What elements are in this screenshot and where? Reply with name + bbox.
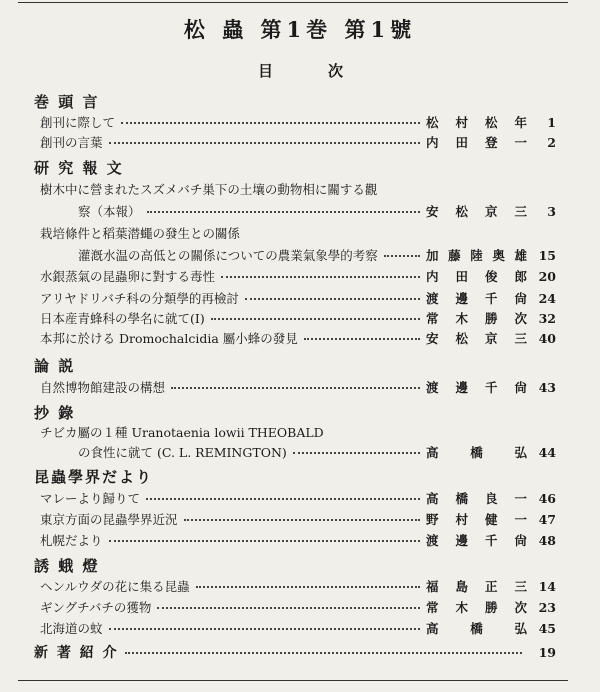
entry-page: 24 bbox=[538, 290, 556, 306]
toc-heading-char: 次 bbox=[328, 62, 344, 80]
entry-page: 46 bbox=[538, 490, 556, 506]
entry-title: 察（本報） bbox=[78, 204, 141, 219]
entry-title-line: 栽培條件と稻葉潜蠅の發生との關係 bbox=[40, 226, 241, 241]
section-heading: 昆蟲學界だより bbox=[34, 468, 154, 486]
entry-title: マレーより歸りて bbox=[40, 491, 141, 506]
entry-title-line: チビカ屬の１種 Uranotaenia lowii THEOBALD bbox=[40, 425, 324, 440]
entry-title-line: 樹木中に營まれたスズメバチ巣下の土壤の動物相に關する觀 bbox=[40, 182, 378, 197]
entry-page: 45 bbox=[538, 620, 556, 636]
entry-title: 創刊の言葉 bbox=[40, 135, 103, 150]
entry-page: 19 bbox=[538, 644, 556, 660]
toc-entry[interactable] bbox=[78, 202, 556, 220]
dot-leader bbox=[109, 539, 420, 542]
entry-author: 高橋弘 bbox=[426, 445, 528, 460]
entry-title: アリヤドリバチ科の分類學的再檢討 bbox=[40, 291, 239, 306]
entry-title: 創刊に際して bbox=[40, 115, 116, 130]
toc-entry[interactable] bbox=[40, 267, 556, 285]
entry-title: 自然博物館建設の構想 bbox=[40, 380, 166, 395]
entry-page: 47 bbox=[538, 511, 556, 527]
entry-author: 常木勝次 bbox=[426, 311, 528, 326]
entry-author: 高橋良一 bbox=[426, 491, 528, 506]
entry-page: 44 bbox=[538, 444, 556, 460]
dot-leader bbox=[121, 121, 420, 124]
journal-title: 松 蟲 第1巻 第1號 bbox=[183, 17, 417, 42]
dot-leader bbox=[184, 518, 420, 521]
entry-title: 札幌だより bbox=[40, 533, 103, 548]
toc-heading-char: 目 bbox=[258, 62, 274, 80]
toc-entry[interactable] bbox=[40, 329, 556, 347]
entry-title: ギングチバチの獲物 bbox=[40, 600, 152, 615]
entry-author: 加藤陸奥雄 bbox=[426, 248, 528, 263]
section-heading: 論 説 bbox=[34, 357, 76, 375]
dot-leader bbox=[147, 210, 420, 213]
entry-title: 日本産青蜂科の學名に就て(I) bbox=[40, 311, 205, 326]
toc-entry-new-books[interactable] bbox=[34, 643, 556, 661]
dot-leader bbox=[125, 651, 522, 654]
entry-page: 15 bbox=[538, 247, 556, 263]
dot-leader bbox=[384, 254, 420, 257]
toc-entry[interactable] bbox=[78, 246, 556, 264]
entry-page: 32 bbox=[538, 310, 556, 326]
entry-author: 内田俊郎 bbox=[426, 269, 528, 284]
entry-author: 内田登一 bbox=[426, 135, 528, 150]
entry-author: 野村健一 bbox=[426, 512, 528, 527]
dot-leader bbox=[304, 337, 420, 340]
entry-page: 48 bbox=[538, 532, 556, 548]
toc-entry[interactable] bbox=[40, 598, 556, 616]
entry-author: 福島正三 bbox=[426, 579, 528, 594]
entry-title: 灌漑水温の高低との關係についての農業氣象學的考察 bbox=[78, 248, 378, 263]
toc-entry[interactable] bbox=[40, 113, 556, 131]
dot-leader bbox=[196, 585, 420, 588]
dot-leader bbox=[109, 141, 420, 144]
section-heading: 誘 蛾 燈 bbox=[34, 557, 100, 575]
entry-author: 渡邊千尙 bbox=[426, 533, 528, 548]
dot-leader bbox=[146, 497, 420, 500]
entry-page: 40 bbox=[538, 330, 556, 346]
entry-page: 2 bbox=[547, 134, 556, 150]
toc-entry[interactable] bbox=[40, 531, 556, 549]
dot-leader bbox=[221, 275, 420, 278]
toc-entry[interactable] bbox=[40, 378, 556, 396]
entry-author: 高橋弘 bbox=[426, 621, 528, 636]
section-heading: 巻 頭 言 bbox=[34, 93, 100, 111]
dot-leader bbox=[109, 627, 420, 630]
toc-entry[interactable] bbox=[40, 489, 556, 507]
entry-page: 14 bbox=[538, 578, 556, 594]
entry-author: 常木勝次 bbox=[426, 600, 528, 615]
entry-page: 43 bbox=[538, 379, 556, 395]
entry-author: 渡邊千尙 bbox=[426, 291, 528, 306]
entry-title: ヘンルウダの花に集る昆蟲 bbox=[40, 579, 190, 594]
entry-author: 安松京三 bbox=[426, 204, 528, 219]
entry-title: の食性に就て (C. L. REMINGTON) bbox=[78, 445, 287, 460]
entry-title: 北海道の蚊 bbox=[40, 621, 103, 636]
entry-page: 20 bbox=[538, 268, 556, 284]
entry-author: 安松京三 bbox=[426, 331, 528, 346]
toc-entry[interactable] bbox=[78, 443, 556, 461]
entry-page: 23 bbox=[538, 599, 556, 615]
entry-page: 3 bbox=[547, 203, 556, 219]
toc-entry[interactable] bbox=[40, 133, 556, 151]
toc-entry[interactable] bbox=[40, 309, 556, 327]
toc-entry[interactable] bbox=[40, 577, 556, 595]
bottom-rule bbox=[18, 680, 568, 681]
section-heading: 研 究 報 文 bbox=[34, 159, 124, 177]
toc-entry[interactable] bbox=[40, 289, 556, 307]
entry-title: 本邦に於ける Dromochalcidia 屬小蜂の發見 bbox=[40, 331, 298, 346]
toc-entry[interactable] bbox=[40, 510, 556, 528]
entry-title: 東京方面の昆蟲學界近況 bbox=[40, 512, 178, 527]
dot-leader bbox=[211, 317, 420, 320]
entry-author: 渡邊千尙 bbox=[426, 380, 528, 395]
dot-leader bbox=[293, 451, 420, 454]
entry-title: 水銀蒸氣の昆蟲卵に對する毒性 bbox=[40, 269, 216, 284]
section-heading: 新 著 紹 介 bbox=[34, 645, 119, 661]
entry-author: 松村松年 bbox=[426, 115, 528, 130]
dot-leader bbox=[171, 386, 420, 389]
entry-page: 1 bbox=[547, 114, 556, 130]
section-heading: 抄 錄 bbox=[34, 404, 76, 422]
dot-leader bbox=[245, 297, 420, 300]
top-rule bbox=[18, 2, 568, 3]
toc-entry[interactable] bbox=[40, 619, 556, 637]
dot-leader bbox=[157, 606, 420, 609]
